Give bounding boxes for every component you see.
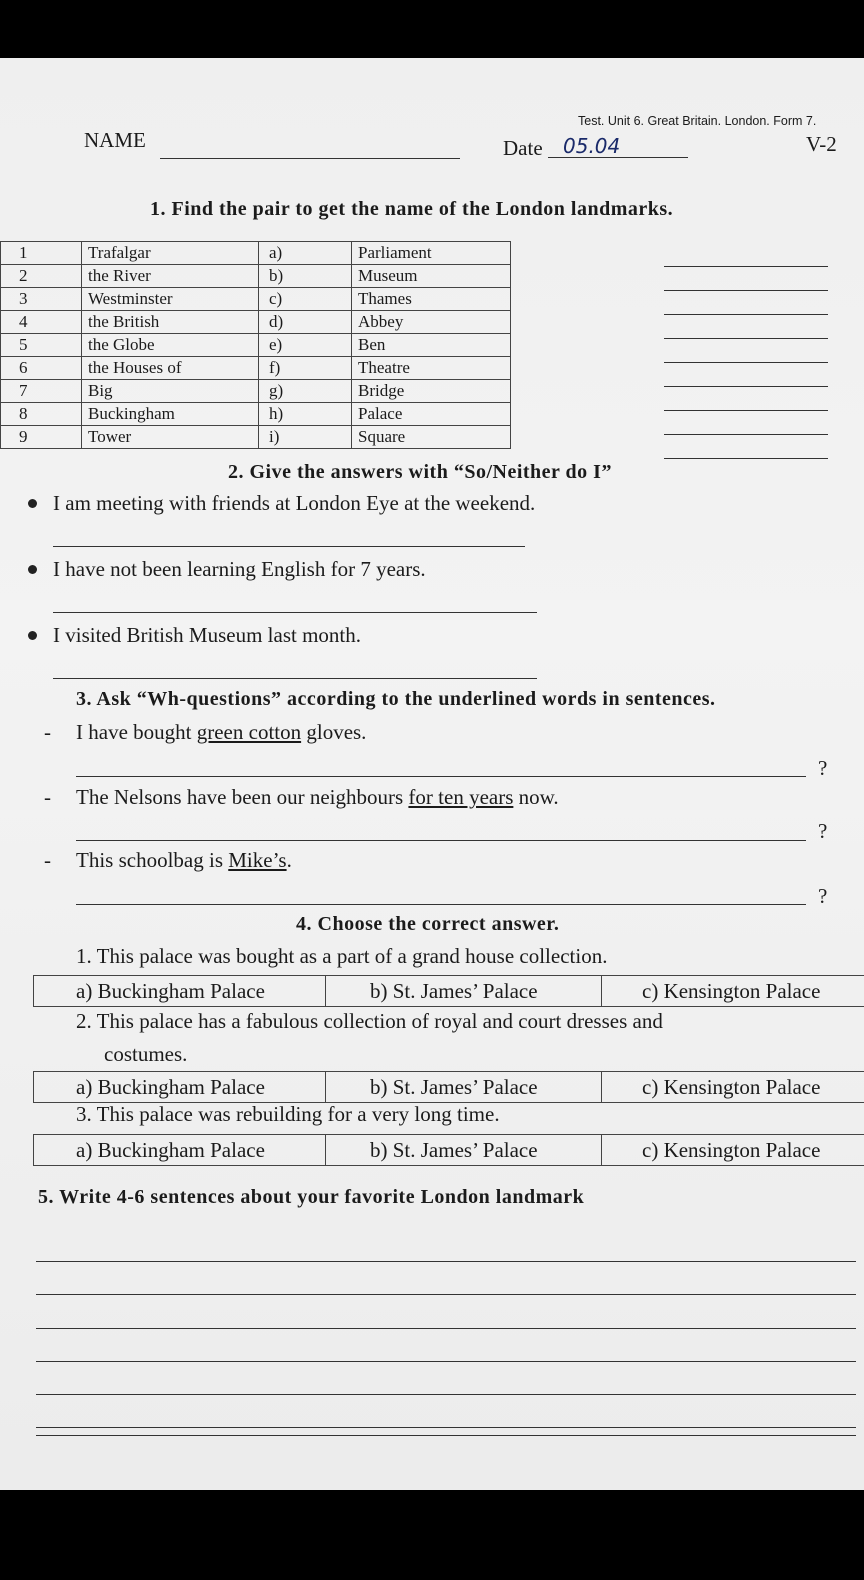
- landmark-second-part: Palace: [352, 403, 511, 426]
- option-buckingham[interactable]: a) Buckingham Palace: [34, 1072, 326, 1102]
- task4-options-3: [33, 1134, 864, 1166]
- table-row: [1, 403, 511, 426]
- landmark-second-part: Parliament: [352, 242, 511, 265]
- date-value: 05.04: [563, 134, 621, 158]
- match-letter: f): [259, 357, 352, 380]
- match-letter: a): [259, 242, 352, 265]
- table-row: [1, 380, 511, 403]
- bullet-dot: [28, 631, 37, 640]
- option-st-james[interactable]: b) St. James’ Palace: [326, 976, 602, 1006]
- task4-options-1: [33, 975, 864, 1007]
- landmark-first-part: the British: [82, 311, 259, 334]
- task1-answer-line[interactable]: [664, 386, 828, 387]
- landmark-first-part: Trafalgar: [82, 242, 259, 265]
- task1-answer-line[interactable]: [664, 362, 828, 363]
- option-buckingham[interactable]: a) Buckingham Palace: [34, 976, 326, 1006]
- row-number: 7: [1, 380, 82, 403]
- table-row: [1, 311, 511, 334]
- task4-question-3: 3. This palace was rebuilding for a very long time.: [76, 1102, 500, 1126]
- table-row: [1, 426, 511, 449]
- landmark-first-part: the Houses of: [82, 357, 259, 380]
- landmark-first-part: the River: [82, 265, 259, 288]
- landmark-second-part: Ben: [352, 334, 511, 357]
- option-kensington[interactable]: c) Kensington Palace: [642, 979, 821, 1003]
- match-letter: i): [259, 426, 352, 449]
- row-number: 5: [1, 334, 82, 357]
- task3-answer-line-2[interactable]: [76, 840, 806, 841]
- task5-writing-line[interactable]: [36, 1261, 856, 1262]
- task4-options-2: [33, 1071, 864, 1103]
- bullet-dot: [28, 499, 37, 508]
- match-letter: b): [259, 265, 352, 288]
- task1-answer-line[interactable]: [664, 266, 828, 267]
- landmark-second-part: Bridge: [352, 380, 511, 403]
- row-number: 9: [1, 426, 82, 449]
- task3-sentence-1: I have bought green cotton gloves.: [76, 720, 367, 744]
- match-letter: g): [259, 380, 352, 403]
- task3-sentence-3: This schoolbag is Mike’s.: [76, 848, 292, 872]
- bullet-dot: [28, 565, 37, 574]
- row-number: 4: [1, 311, 82, 334]
- name-line: [160, 158, 460, 159]
- task4-title: 4. Choose the correct answer.: [296, 913, 560, 935]
- task2-item-2: I have not been learning English for 7 years.: [53, 557, 426, 581]
- task5-writing-line[interactable]: [36, 1361, 856, 1362]
- table-row: [1, 334, 511, 357]
- task1-answer-line[interactable]: [664, 410, 828, 411]
- landmarks-table: [0, 241, 511, 449]
- worksheet-page: [0, 58, 864, 1490]
- option-kensington[interactable]: c) Kensington Palace: [642, 1075, 821, 1099]
- question-mark: ?: [818, 756, 828, 780]
- row-number: 1: [1, 242, 82, 265]
- task2-item-1: I am meeting with friends at London Eye at the weekend.: [53, 491, 536, 515]
- landmark-first-part: the Globe: [82, 334, 259, 357]
- question-mark: ?: [818, 884, 828, 908]
- variant-label: V-2: [806, 132, 837, 156]
- task4-question-1: 1. This palace was bought as a part of a grand house collection.: [76, 944, 608, 968]
- question-mark: ?: [818, 819, 828, 843]
- table-row: [1, 265, 511, 288]
- task5-writing-line[interactable]: [36, 1427, 856, 1428]
- match-letter: h): [259, 403, 352, 426]
- match-letter: c): [259, 288, 352, 311]
- task5-writing-line[interactable]: [36, 1394, 856, 1395]
- task3-answer-line-3[interactable]: [76, 904, 806, 905]
- landmark-second-part: Square: [352, 426, 511, 449]
- task4-question-2-cont: costumes.: [104, 1042, 188, 1066]
- option-kensington[interactable]: c) Kensington Palace: [642, 1138, 821, 1162]
- landmark-second-part: Museum: [352, 265, 511, 288]
- option-buckingham[interactable]: a) Buckingham Palace: [34, 1135, 326, 1165]
- task1-answer-line[interactable]: [664, 290, 828, 291]
- landmark-second-part: Theatre: [352, 357, 511, 380]
- option-st-james[interactable]: b) St. James’ Palace: [326, 1135, 602, 1165]
- task5-writing-line[interactable]: [36, 1435, 856, 1436]
- task1-answer-line[interactable]: [664, 434, 828, 435]
- date-line: [548, 157, 688, 158]
- date-label: Date: [503, 136, 543, 160]
- task5-writing-line[interactable]: [36, 1328, 856, 1329]
- dash: -: [44, 785, 51, 809]
- match-letter: e): [259, 334, 352, 357]
- task2-answer-line-2[interactable]: [53, 612, 537, 613]
- task3-title: 3. Ask “Wh-questions” according to the underlined words in sentences.: [76, 688, 716, 710]
- task4-question-2: 2. This palace has a fabulous collection of royal and court dresses and: [76, 1009, 663, 1033]
- table-row: [1, 288, 511, 311]
- task3-sentence-2: The Nelsons have been our neighbours for ten years now.: [76, 785, 559, 809]
- table-row: [1, 242, 511, 265]
- task1-answer-line[interactable]: [664, 314, 828, 315]
- landmark-first-part: Tower: [82, 426, 259, 449]
- landmark-first-part: Big: [82, 380, 259, 403]
- task2-item-3: I visited British Museum last month.: [53, 623, 361, 647]
- landmark-first-part: Westminster: [82, 288, 259, 311]
- row-number: 8: [1, 403, 82, 426]
- landmark-second-part: Abbey: [352, 311, 511, 334]
- task3-answer-line-1[interactable]: [76, 776, 806, 777]
- task1-answer-line[interactable]: [664, 458, 828, 459]
- task2-title: 2. Give the answers with “So/Neither do I”: [228, 461, 612, 483]
- task1-answer-line[interactable]: [664, 338, 828, 339]
- match-letter: d): [259, 311, 352, 334]
- landmark-first-part: Buckingham: [82, 403, 259, 426]
- task2-answer-line-3[interactable]: [53, 678, 537, 679]
- name-label: NAME: [84, 128, 146, 152]
- task5-title: 5. Write 4-6 sentences about your favorite London landmark: [38, 1186, 585, 1208]
- row-number: 3: [1, 288, 82, 311]
- dash: -: [44, 720, 51, 744]
- row-number: 2: [1, 265, 82, 288]
- task5-writing-line[interactable]: [36, 1294, 856, 1295]
- dash: -: [44, 848, 51, 872]
- landmark-second-part: Thames: [352, 288, 511, 311]
- row-number: 6: [1, 357, 82, 380]
- test-title: Test. Unit 6. Great Britain. London. Form 7.: [578, 114, 817, 128]
- task2-answer-line-1[interactable]: [53, 546, 525, 547]
- table-row: [1, 357, 511, 380]
- task1-title: 1. Find the pair to get the name of the London landmarks.: [150, 198, 674, 220]
- option-st-james[interactable]: b) St. James’ Palace: [326, 1072, 602, 1102]
